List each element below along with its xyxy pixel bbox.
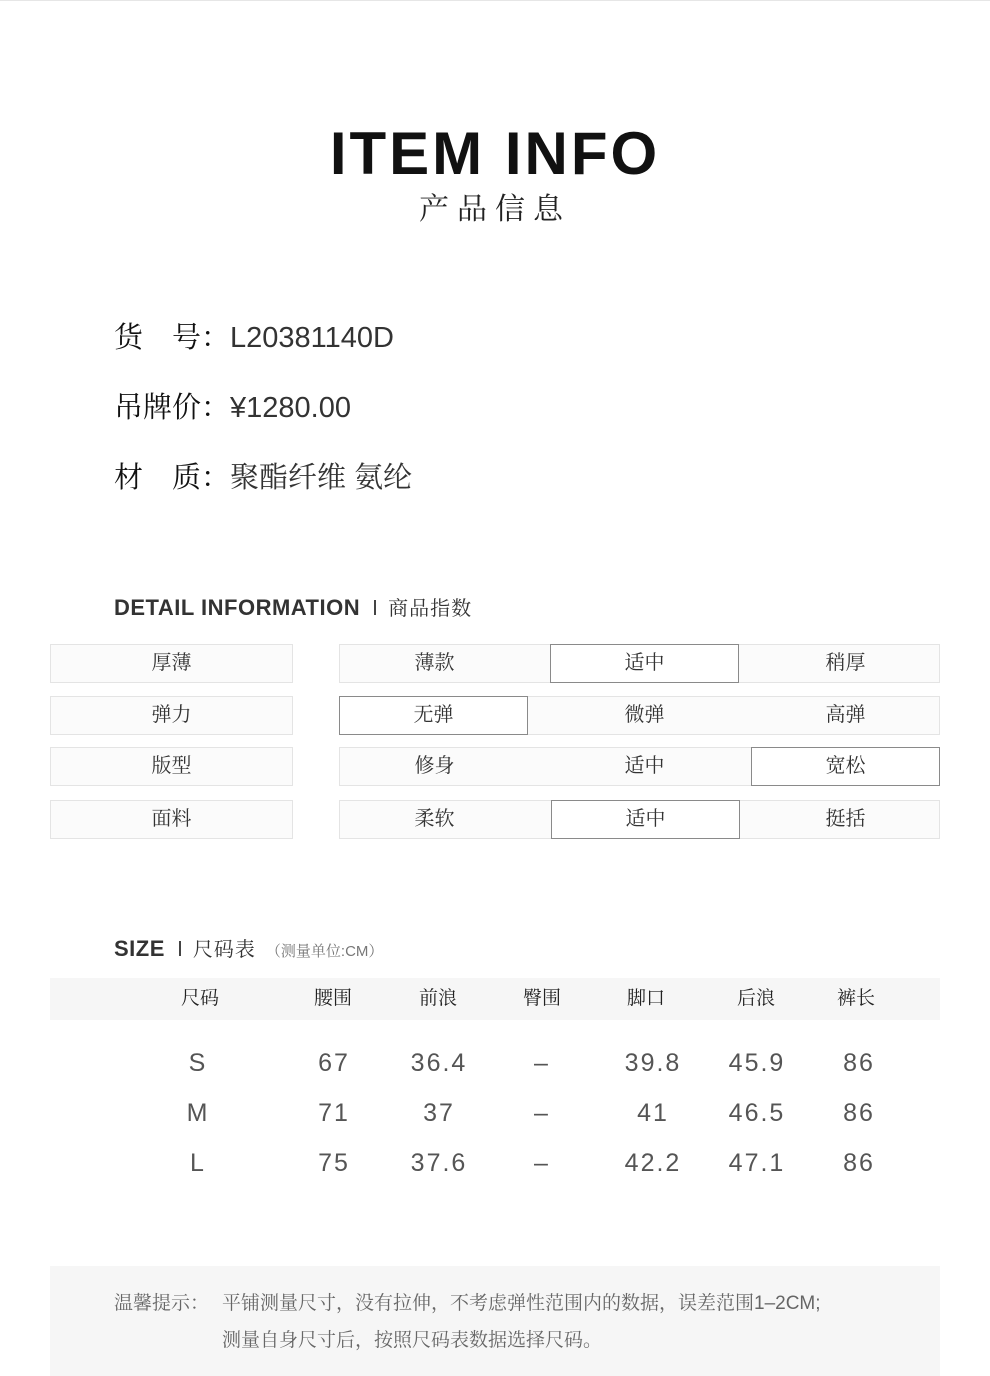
size-cell: – — [534, 1099, 550, 1127]
top-divider — [0, 0, 990, 1]
size-cell: 86 — [843, 1149, 875, 1177]
detail-option: 稍厚 — [825, 652, 866, 674]
size-cell: 37 — [423, 1099, 455, 1127]
tip-text-line-2: 测量自身尺寸后，按照尺码表数据选择尺码。 — [222, 1330, 603, 1351]
detail-row-thickness — [50, 644, 940, 683]
info-label: 吊牌价： — [114, 392, 231, 424]
info-item-material — [114, 458, 412, 498]
size-cell: 67 — [318, 1049, 350, 1077]
detail-title-en: DETAIL INFORMATION — [114, 595, 361, 620]
size-header-cell: 裤长 — [836, 988, 876, 1009]
size-title-en: SIZE — [114, 936, 165, 961]
size-cell: M — [186, 1099, 210, 1127]
size-cell: 86 — [843, 1099, 875, 1127]
detail-row-label: 弹力 — [50, 696, 293, 735]
detail-option: 适中 — [624, 755, 665, 777]
size-table-header — [50, 978, 940, 1020]
detail-row-label: 面料 — [50, 800, 293, 839]
tip-text-line-1: 平铺测量尺寸，没有拉伸，不考虑弹性范围内的数据，误差范围1–2CM; — [222, 1293, 821, 1314]
size-header-cell: 臀围 — [522, 988, 562, 1009]
info-item-number — [114, 318, 394, 358]
size-cell: L — [190, 1149, 206, 1177]
size-cell: 86 — [843, 1049, 875, 1077]
detail-row-fit — [50, 747, 940, 786]
size-cell: 46.5 — [728, 1099, 786, 1127]
detail-option: 修身 — [414, 755, 455, 777]
info-value: L20381140D — [230, 322, 394, 354]
detail-option-selected: 适中 — [550, 644, 739, 683]
tip-label: 温馨提示： — [114, 1293, 210, 1314]
page-subtitle: 产品信息 — [419, 193, 571, 226]
warm-tip-box — [50, 1266, 940, 1376]
detail-option: 挺括 — [825, 808, 866, 830]
size-cell: 45.9 — [728, 1049, 786, 1077]
size-header-cell: 后浪 — [736, 988, 776, 1009]
detail-option: 高弹 — [825, 704, 866, 726]
detail-row-label: 版型 — [50, 747, 293, 786]
size-header-cell: 脚口 — [626, 988, 666, 1009]
size-cell: 42.2 — [624, 1149, 682, 1177]
size-cell: 41 — [637, 1099, 669, 1127]
size-title-cn: 尺码表 — [192, 939, 256, 961]
size-cell: 75 — [318, 1149, 350, 1177]
size-cell: 37.6 — [410, 1149, 468, 1177]
detail-scale — [339, 696, 940, 735]
size-unit-note: （测量单位:CM） — [265, 943, 384, 960]
detail-option-selected: 宽松 — [751, 747, 940, 786]
detail-option: 微弹 — [624, 704, 665, 726]
info-value: 聚酯纤维 氨纶 — [230, 462, 413, 494]
size-cell: 39.8 — [624, 1049, 682, 1077]
detail-title-cn: 商品指数 — [388, 598, 473, 620]
size-cell: – — [534, 1149, 550, 1177]
size-cell: 71 — [318, 1099, 350, 1127]
size-header-cell: 尺码 — [180, 988, 220, 1009]
size-header-cell: 前浪 — [418, 988, 458, 1009]
size-cell: 36.4 — [410, 1049, 468, 1077]
detail-scale — [339, 747, 940, 786]
page-title: ITEM INFO — [329, 120, 661, 187]
detail-scale — [339, 800, 940, 839]
detail-option: 薄款 — [414, 652, 455, 674]
detail-option-selected: 无弹 — [339, 696, 528, 735]
detail-option-selected: 适中 — [551, 800, 740, 839]
detail-section-heading — [114, 592, 472, 621]
info-label: 货 号： — [114, 322, 231, 354]
info-label: 材 质： — [114, 462, 231, 494]
detail-row-fabric — [50, 800, 940, 839]
detail-row-elasticity — [50, 696, 940, 735]
detail-scale — [339, 644, 940, 683]
info-item-price — [114, 388, 351, 428]
size-section-heading — [114, 933, 383, 962]
heading-separator — [179, 941, 181, 956]
size-cell: 47.1 — [728, 1149, 786, 1177]
size-header-cell: 腰围 — [313, 988, 353, 1009]
detail-option: 柔软 — [414, 808, 455, 830]
size-cell: S — [188, 1049, 208, 1077]
info-value: ¥1280.00 — [230, 392, 351, 424]
heading-separator — [374, 600, 376, 615]
size-cell: – — [534, 1049, 550, 1077]
detail-row-label: 厚薄 — [50, 644, 293, 683]
